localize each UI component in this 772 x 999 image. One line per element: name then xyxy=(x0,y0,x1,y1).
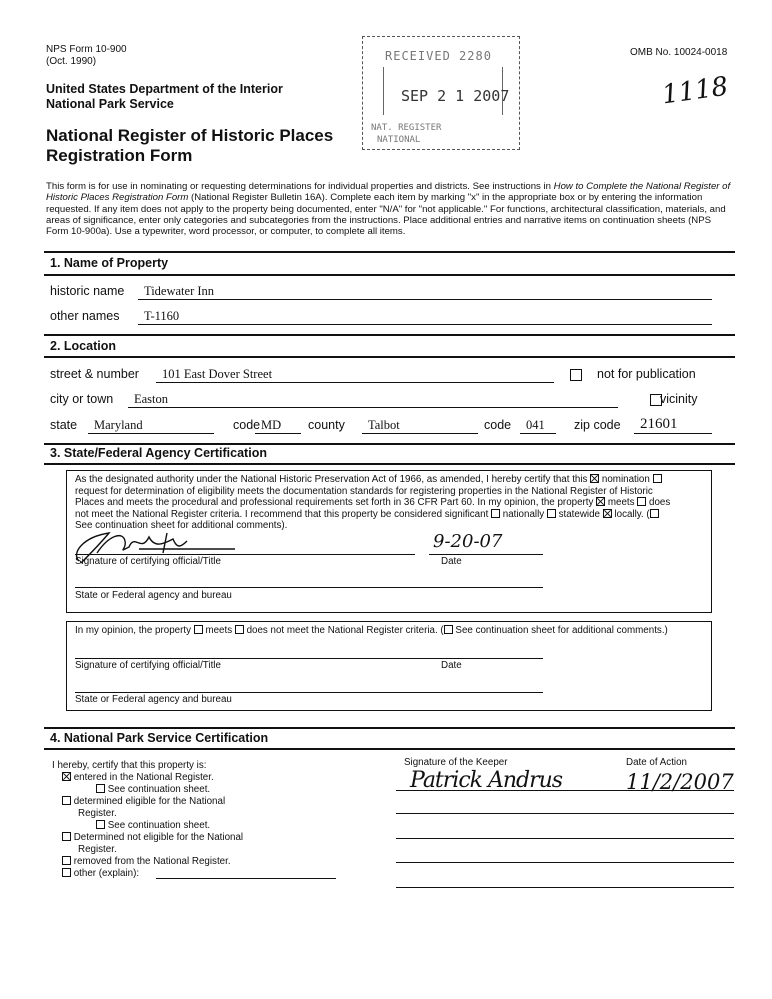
keeper-line-2 xyxy=(396,813,734,814)
county-code-field[interactable]: 041 xyxy=(520,418,556,434)
date-of-action-value: 11/2/2007 xyxy=(626,770,734,794)
keeper-signature: Patrick Andrus xyxy=(410,768,563,793)
vicinity-label: vicinity xyxy=(660,392,698,406)
department-name: United States Department of the Interior xyxy=(46,82,283,96)
date-line-1 xyxy=(429,554,543,555)
nationally-label: nationally xyxy=(500,508,547,520)
option-eligible-continuation xyxy=(96,820,210,832)
not-for-publication-checkbox[interactable] xyxy=(570,369,582,381)
sig-label-2: Signature of certifying official/Title xyxy=(75,660,221,671)
keeper-line-5 xyxy=(396,887,734,888)
county-label: county xyxy=(308,418,345,432)
entered-continuation-label: See continuation sheet. xyxy=(107,784,211,795)
agency-label-1: State or Federal agency and bureau xyxy=(75,590,232,601)
stamp-register-line1: NAT. REGISTER xyxy=(371,123,442,133)
opinion-continuation-checkbox[interactable] xyxy=(444,625,453,634)
eligible-continuation-checkbox[interactable] xyxy=(96,820,105,829)
other-names-label: other names xyxy=(50,309,120,323)
form-date: (Oct. 1990) xyxy=(46,56,97,67)
section4-rule xyxy=(44,727,735,729)
cert-line4: not meet the National Register criteria. I recommend that this property be considered significant xyxy=(75,508,492,520)
sig-line-1 xyxy=(75,554,415,555)
opinion-meets-checkbox[interactable] xyxy=(194,625,203,634)
cert-meets-label: meets xyxy=(605,497,638,509)
county-field[interactable]: Talbot xyxy=(362,418,478,434)
opinion-text: In my opinion, the property xyxy=(75,625,194,636)
opinion-continuation-label: See continuation sheet for additional comments.) xyxy=(452,625,668,636)
intro-paragraph xyxy=(46,181,736,237)
stamp-date: SEP 2 1 2007 xyxy=(401,87,510,105)
keeper-signature-label: Signature of the Keeper xyxy=(404,757,508,768)
section2-rule xyxy=(44,334,735,336)
service-name: National Park Service xyxy=(46,97,174,111)
option-entered-continuation xyxy=(96,784,210,796)
historic-name-field[interactable]: Tidewater Inn xyxy=(138,284,712,300)
stamp-received-text: RECEIVED 2280 xyxy=(385,49,492,63)
statewide-checkbox[interactable] xyxy=(547,509,556,518)
meets-checkbox[interactable] xyxy=(596,497,605,506)
continuation-checkbox[interactable] xyxy=(650,509,659,518)
county-code-label: code xyxy=(484,418,512,432)
option-entered xyxy=(62,772,214,784)
date-label-1: Date xyxy=(441,556,462,567)
section1-heading: 1. Name of Property xyxy=(50,256,169,270)
opinion-not-meet-checkbox[interactable] xyxy=(235,625,244,634)
entered-checkbox[interactable] xyxy=(62,772,71,781)
option-removed xyxy=(62,856,231,868)
state-field[interactable]: Maryland xyxy=(88,418,214,434)
keeper-line-1 xyxy=(396,790,734,791)
cert-line1: As the designated authority under the National Historic Preservation Act of 1966, as amended, I hereby certify that this xyxy=(75,474,591,485)
city-field[interactable]: Easton xyxy=(128,392,618,408)
section4-sub-rule xyxy=(44,748,735,750)
form-title: National Register of Historic Places xyxy=(46,126,334,145)
intro-bulletin-title: How to Complete the National Register of Historic Places Registration Form xyxy=(46,181,731,204)
option-eligible xyxy=(62,796,225,808)
section4-heading: 4. National Park Service Certification xyxy=(50,731,269,745)
intro-text-2: (National Register Bulletin 16A). Complete each item by marking "x" in the appropriate box or by entering the information requested. If any item does not apply to the property being documented, enter "N/A" for "not applicable." For functions, architectural classification, materials, and areas of significance, enter only categories and subcategories from the instructions. Place additional entries and narrative items on continuation sheets (NPS Form 10-900a). Use a typewriter, word processor, or computer, to complete all items. xyxy=(46,192,726,238)
state-label: state xyxy=(50,418,78,432)
cert-line2: request for determination of eligibility meets the documentation standards for registering properties in the National Register of Historic xyxy=(75,485,653,497)
state-certification-box xyxy=(66,470,712,613)
section1-sub-rule xyxy=(44,274,735,276)
opinion-not-meet-label: does not meet the National Register criteria. ( xyxy=(243,625,444,636)
other-checkbox[interactable] xyxy=(62,868,71,877)
locally-checkbox[interactable] xyxy=(603,509,612,518)
zip-label: zip code xyxy=(574,418,621,432)
nomination-checkbox[interactable] xyxy=(590,474,599,483)
date-label-2: Date xyxy=(441,660,462,671)
cert-nomination-label: nomination xyxy=(599,474,653,485)
state-code-field[interactable]: MD xyxy=(255,418,301,434)
removed-checkbox[interactable] xyxy=(62,856,71,865)
keeper-line-4 xyxy=(396,862,734,863)
agency-line-2 xyxy=(75,692,543,693)
section2-heading: 2. Location xyxy=(50,339,116,353)
not-eligible-label-cont: Register. xyxy=(78,844,117,855)
eligible-label-cont: Register. xyxy=(78,808,117,819)
form-subtitle: Registration Form xyxy=(46,146,193,165)
street-field[interactable]: 101 East Dover Street xyxy=(156,367,554,383)
eligible-label: determined eligible for the National xyxy=(73,796,226,807)
handwritten-number: 1118 xyxy=(660,71,730,111)
removed-label: removed from the National Register. xyxy=(73,856,231,867)
section3-heading: 3. State/Federal Agency Certification xyxy=(50,446,267,460)
certify-statement: I hereby, certify that this property is: xyxy=(52,760,207,771)
entered-label: entered in the National Register. xyxy=(73,772,214,783)
omb-number: OMB No. 10024-0018 xyxy=(630,47,728,58)
option-other xyxy=(62,868,139,880)
statewide-label: statewide xyxy=(555,508,603,520)
not-eligible-label: Determined not eligible for the National xyxy=(73,832,244,843)
section3-rule xyxy=(44,443,735,445)
sig-line-2 xyxy=(75,658,543,659)
does-not-meet-checkbox[interactable] xyxy=(637,497,646,506)
agency-line-1 xyxy=(75,587,543,588)
other-label: other (explain): xyxy=(73,868,140,879)
stamp-register-line2: NATIONAL xyxy=(377,135,421,145)
opinion-box xyxy=(66,621,712,711)
intro-text-1: This form is for use in nominating or requesting determinations for individual properties and districts. See instructions in xyxy=(46,181,554,192)
section2-sub-rule xyxy=(44,356,735,358)
certification-date-value: 9-20-07 xyxy=(433,531,503,552)
opinion-meets-label: meets xyxy=(202,625,235,636)
sig-label-1: Signature of certifying official/Title xyxy=(75,556,221,567)
locally-label: locally. ( xyxy=(611,508,650,520)
eligible-continuation-label: See continuation sheet. xyxy=(107,820,211,831)
eligible-checkbox[interactable] xyxy=(62,796,71,805)
date-of-action-label: Date of Action xyxy=(626,757,687,768)
city-label: city or town xyxy=(50,392,114,406)
nationally-checkbox[interactable] xyxy=(491,509,500,518)
form-number: NPS Form 10-900 xyxy=(46,44,127,55)
opinion-statement xyxy=(75,625,705,637)
not-for-publication-label: not for publication xyxy=(597,367,696,381)
option-not-eligible xyxy=(62,832,243,844)
not-eligible-checkbox[interactable] xyxy=(62,832,71,841)
cert-line3: Places and meets the procedural and professional requirements set forth in 36 CFR Part 60. In my opinion, the property xyxy=(75,497,597,509)
zip-field[interactable]: 21601 xyxy=(634,416,712,434)
agency-label-2: State or Federal agency and bureau xyxy=(75,694,232,705)
other-names-field[interactable]: T-1160 xyxy=(138,309,712,325)
cert-line5: See continuation sheet for additional comments). xyxy=(75,520,288,532)
cert-does-label: does xyxy=(646,497,671,509)
section3-sub-rule xyxy=(44,463,735,465)
keeper-line-3 xyxy=(396,838,734,839)
entered-continuation-checkbox[interactable] xyxy=(96,784,105,793)
historic-name-label: historic name xyxy=(50,284,125,298)
received-stamp xyxy=(362,36,520,150)
other-explain-line xyxy=(156,878,336,879)
state-code-label: code xyxy=(233,418,261,432)
section1-rule xyxy=(44,251,735,253)
request-checkbox[interactable] xyxy=(653,474,662,483)
street-label: street & number xyxy=(50,367,139,381)
